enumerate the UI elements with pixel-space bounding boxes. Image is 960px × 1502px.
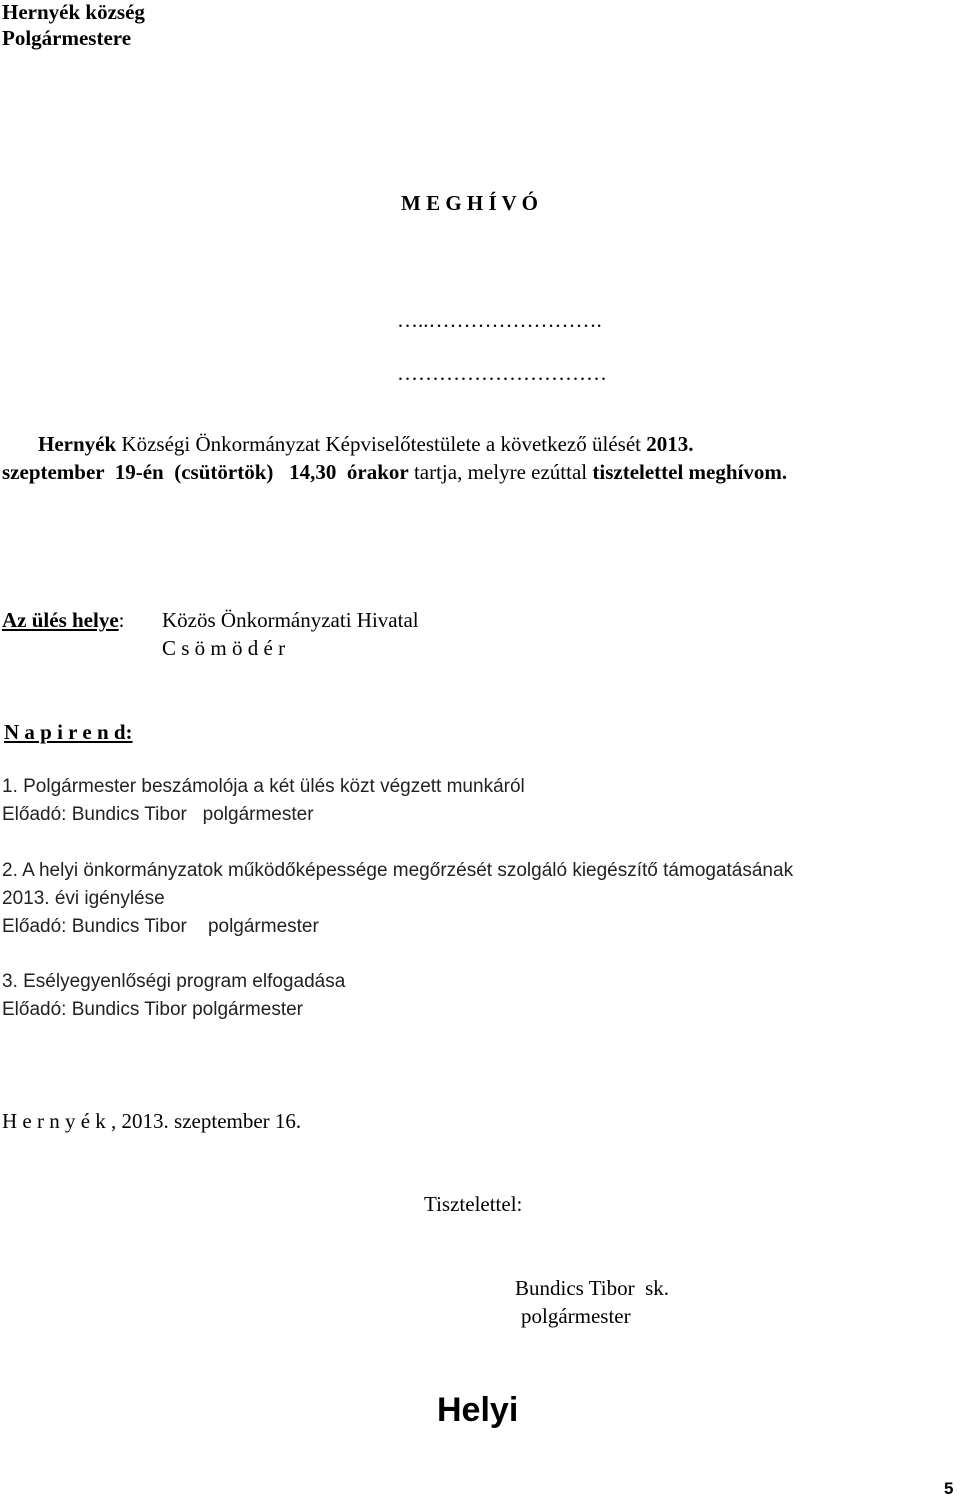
invitation-village: Hernyék	[38, 432, 117, 456]
venue-colon: :	[118, 608, 125, 632]
invitation-line-1	[38, 434, 693, 455]
agenda-item-3: 3. Esélyegyenlőségi program elfogadása	[2, 971, 346, 992]
invitation-body-2: tartja, melyre ezúttal	[413, 460, 588, 484]
municipality-name: Hernyék község	[2, 0, 145, 24]
agenda-item-1: 1. Polgármester beszámolója a két ülés közt végzett munkáról	[2, 776, 525, 797]
agenda-item-3-presenter: Előadó: Bundics Tibor polgármester	[2, 999, 303, 1020]
agenda-item-1-presenter: Előadó: Bundics Tibor polgármester	[2, 804, 314, 825]
invitation-title: M E G H Í V Ó	[401, 191, 538, 215]
invitation-datetime: szeptember 19-én (csütörtök) 14,30 órakor	[2, 460, 409, 484]
page-number: 5	[944, 1479, 954, 1498]
recipient-placeholder-1: …..…………………….	[397, 308, 602, 332]
invitation-closing: tisztelettel meghívom.	[592, 460, 788, 484]
venue-label-row	[2, 610, 125, 631]
venue-name: Közös Önkormányzati Hivatal	[162, 608, 419, 632]
mayor-office-title: Polgármestere	[2, 26, 132, 50]
venue-town: C s ö m ö d é r	[162, 636, 286, 660]
signer-name: Bundics Tibor sk.	[515, 1276, 670, 1300]
agenda-item-2-presenter: Előadó: Bundics Tibor polgármester	[2, 916, 319, 937]
agenda-item-2: 2. A helyi önkormányzatok működőképessége megőrzését szolgáló kiegészítő támogatásának	[2, 860, 794, 881]
invitation-line-2	[2, 462, 787, 483]
agenda-heading: N a p i r e n d:	[4, 720, 133, 744]
invitation-year: 2013.	[646, 432, 694, 456]
signer-role: polgármester	[521, 1304, 631, 1328]
place-and-date: H e r n y é k , 2013. szeptember 16.	[2, 1109, 302, 1133]
venue-label: Az ülés helye	[2, 608, 119, 632]
section-heading: Helyi	[437, 1391, 519, 1429]
agenda-item-2-continued: 2013. évi igénylése	[2, 888, 165, 909]
invitation-body-1: Községi Önkormányzat Képviselőtestülete a következő ülését	[121, 432, 641, 456]
closing-greeting: Tisztelettel:	[424, 1192, 523, 1216]
recipient-placeholder-2: …………………………	[397, 361, 607, 385]
